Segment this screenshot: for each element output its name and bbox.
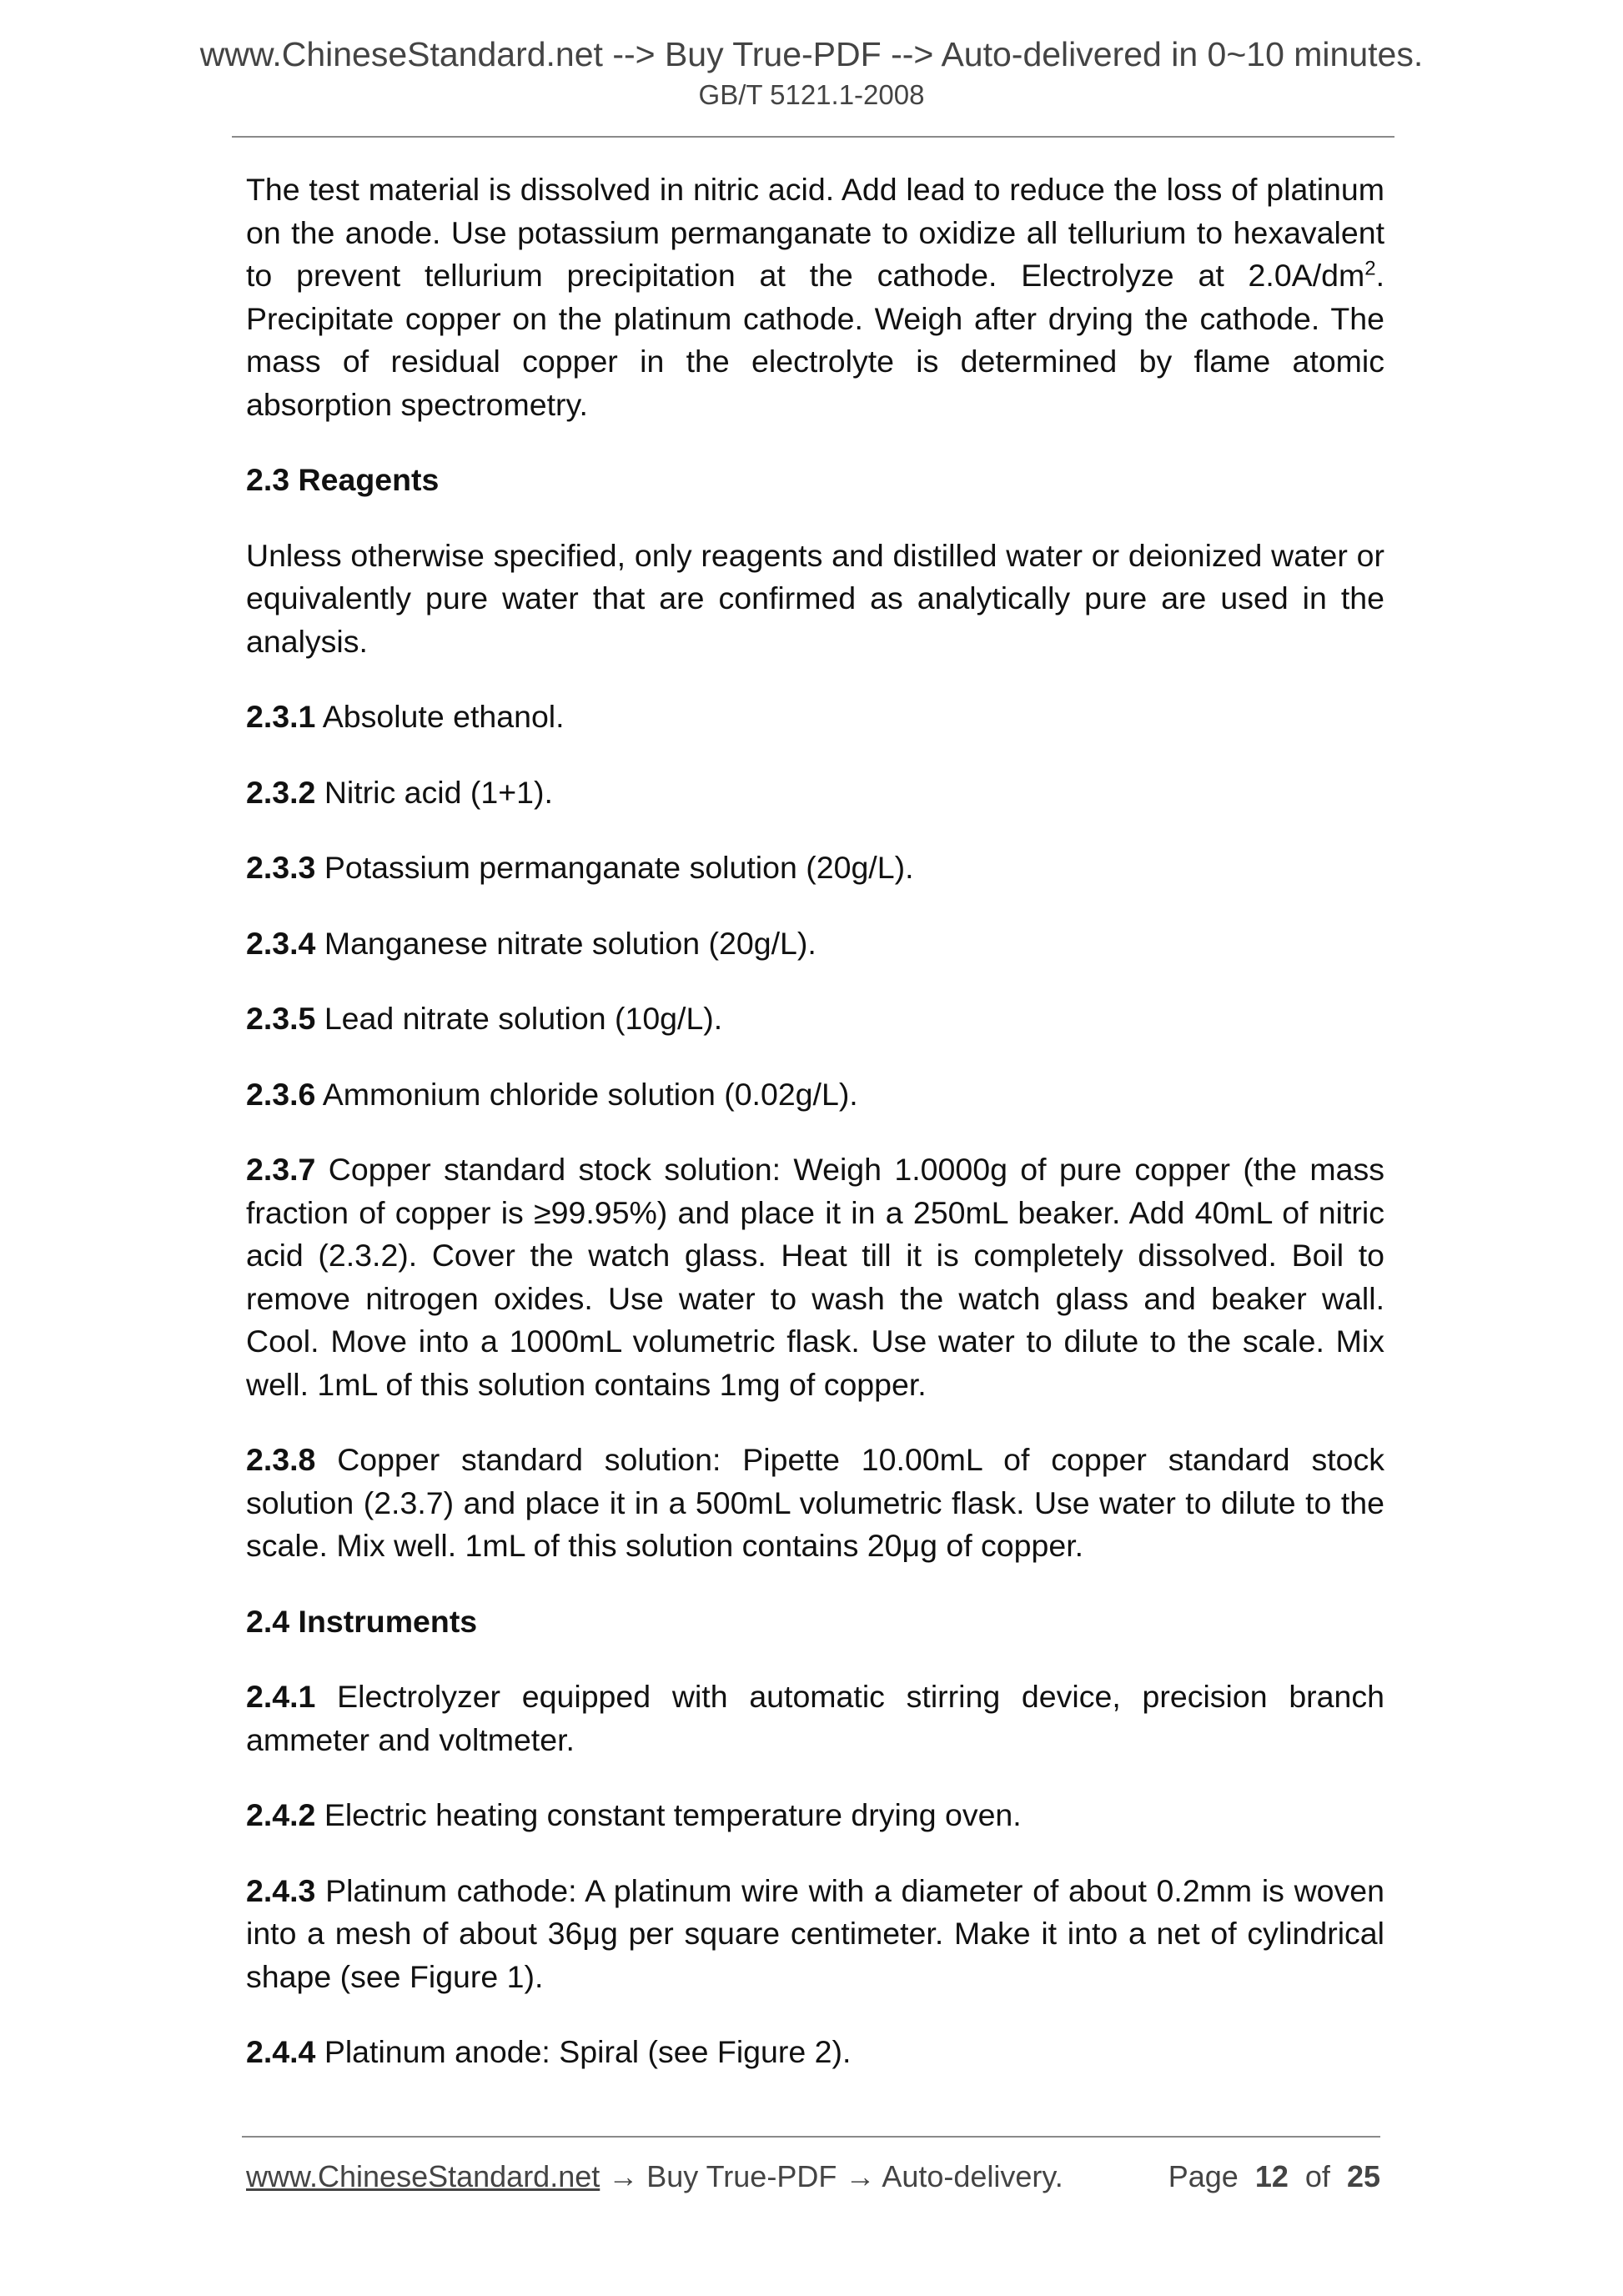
reagent-item-2-3-1: 2.3.1 Absolute ethanol.	[246, 699, 565, 734]
instrument-item-2-4-4: 2.4.4 Platinum anode: Spiral (see Figure 2).	[246, 2034, 852, 2069]
standard-id: GB/T 5121.1-2008	[698, 79, 925, 110]
footer-website-link[interactable]: www.ChineseStandard.net	[246, 2159, 600, 2193]
footer-promo	[246, 2155, 1063, 2198]
current-page: 12	[1254, 2159, 1289, 2193]
reagent-item-2-3-3: 2.3.3 Potassium permanganate solution (20g/L).	[246, 850, 914, 885]
superscript: 2	[1364, 257, 1376, 280]
footer-tail-text: → Buy True-PDF → Auto-delivery.	[600, 2159, 1063, 2193]
instrument-item-2-4-1: 2.4.1 Electrolyzer equipped with automatic stirring device, precision branch ammeter and voltmeter.	[246, 1679, 1384, 1757]
header-divider	[232, 136, 1394, 138]
total-pages: 25	[1346, 2159, 1380, 2193]
reagent-item-2-3-8: 2.3.8 Copper standard solution: Pipette 10.00mL of copper standard stock solution (2.3.7) and place it in a 500mL volumetric flask. Use water to dilute to the scale. Mix well. 1mL of this solution contains 20μg of copper.	[246, 1442, 1384, 1563]
document-body	[246, 168, 1384, 2107]
reagent-item-2-3-2: 2.3.2 Nitric acid (1+1).	[246, 774, 553, 810]
reagent-item-2-3-7: 2.3.7 Copper standard stock solution: Weigh 1.0000g of pure copper (the mass fraction of copper is ≥99.95%) and place it in a 250mL beaker. Add 40mL of nitric acid (2.3.2). Cover the watch glass. Heat till it is completely dissolved. Boil to remove nitrogen oxides. Use water to wash the watch glass and beaker wall. Cool. Move into a 1000mL volumetric flask. Use water to dilute to the scale. Mix well. 1mL of this solution contains 1mg of copper.	[246, 1152, 1384, 1402]
instrument-item-2-4-3: 2.4.3 Platinum cathode: A platinum wire with a diameter of about 0.2mm is woven into a mesh of about 36μg per square centimeter. Make it into a net of cylindrical shape (see Figure 1).	[246, 1872, 1384, 1994]
section-heading-instruments: 2.4 Instruments	[246, 1603, 478, 1639]
page-header	[0, 33, 1623, 113]
page-number: Page 12 of 25	[1168, 2159, 1380, 2193]
page-footer	[246, 2155, 1380, 2198]
intro-paragraph: The test material is dissolved in nitric acid. Add lead to reduce the loss of platinum on the anode. Use potassium permanganate to oxidize all tellurium to hexavalent to prevent tellurium precipitation at the cathode. Electrolyze at $2.0A/dm^2$. Precipitate copper on the platinum cathode. Weigh after drying the cathode. The mass of residual copper in the electrolyte is determined by flame atomic absorption spectrometry.	[246, 172, 1384, 422]
reagent-item-2-3-4: 2.3.4 Manganese nitrate solution (20g/L).	[246, 925, 817, 961]
reagent-item-2-3-5: 2.3.5 Lead nitrate solution (10g/L).	[246, 1001, 723, 1036]
header-banner: www.ChineseStandard.net --> Buy True-PDF --> Auto-delivered in 0~10 minutes.	[199, 35, 1424, 73]
instrument-item-2-4-2: 2.4.2 Electric heating constant temperature drying oven.	[246, 1797, 1022, 1832]
reagent-item-2-3-6: 2.3.6 Ammonium chloride solution (0.02g/L).	[246, 1076, 858, 1112]
section-heading-reagents: 2.3 Reagents	[246, 462, 440, 497]
reagents-intro: Unless otherwise specified, only reagents and distilled water or deionized water or equivalently pure water that are confirmed as analytically pure are used in the analysis.	[246, 537, 1384, 659]
footer-divider	[242, 2136, 1380, 2138]
